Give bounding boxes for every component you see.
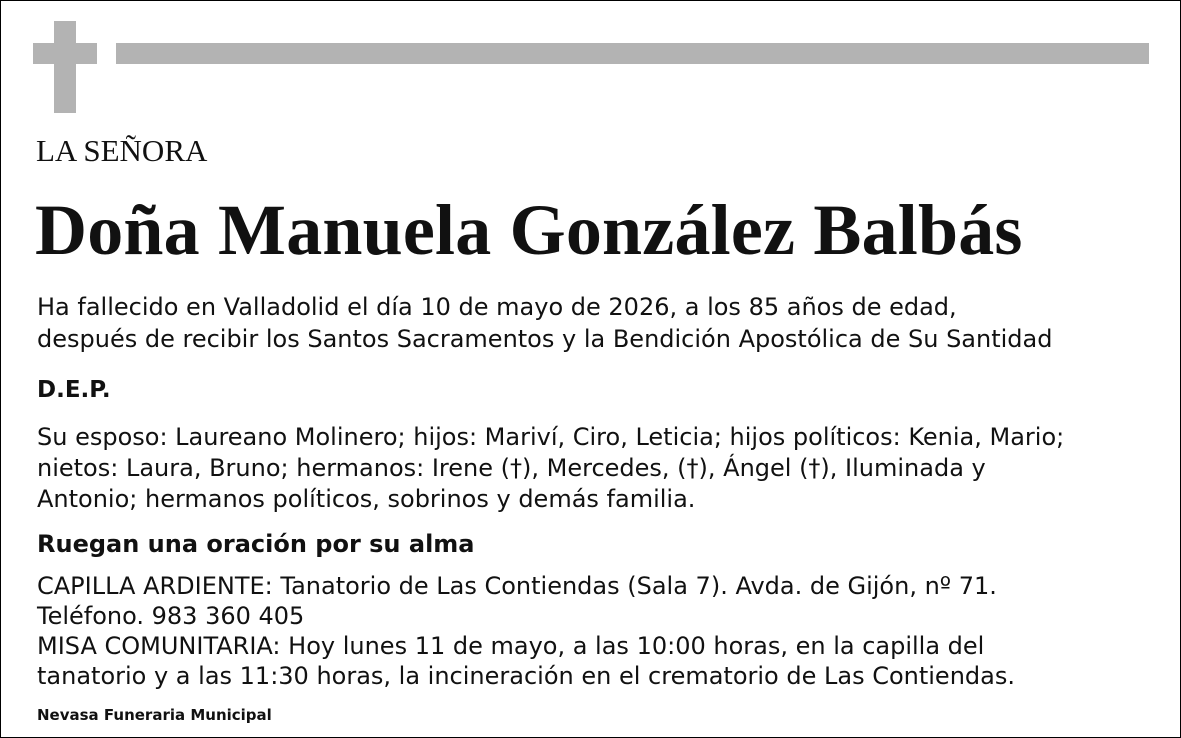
family-list bbox=[37, 422, 1147, 515]
cross-horizontal bbox=[33, 43, 97, 64]
honorific: LA SEÑORA bbox=[36, 133, 208, 168]
announcement-line: después de recibir los Santos Sacramentos y la Bendición Apostólica de Su Santidad bbox=[37, 325, 1053, 353]
family-line: nietos: Laura, Bruno; hermanos: Irene (†), Mercedes, (†), Ángel (†), Iluminada y bbox=[37, 454, 986, 482]
details-line: Teléfono. 983 360 405 bbox=[37, 602, 305, 630]
family-line: Antonio; hermanos políticos, sobrinos y demás familia. bbox=[37, 485, 696, 513]
announcement-line: Ha fallecido en Valladolid el día 10 de mayo de 2026, a los 85 años de edad, bbox=[37, 293, 957, 321]
cross-icon bbox=[33, 21, 97, 113]
death-announcement bbox=[37, 291, 1052, 355]
service-details bbox=[37, 571, 1015, 691]
family-line: Su esposo: Laureano Molinero; hijos: Mariví, Ciro, Leticia; hijos políticos: Kenia, Mario; bbox=[37, 423, 1065, 451]
details-line: CAPILLA ARDIENTE: Tanatorio de Las Contiendas (Sala 7). Avda. de Gijón, nº 71. bbox=[37, 572, 997, 600]
header-bar bbox=[116, 43, 1149, 64]
details-line: MISA COMUNITARIA: Hoy lunes 11 de mayo, a las 10:00 horas, en la capilla del bbox=[37, 632, 985, 660]
deceased-name: Doña Manuela González Balbás bbox=[35, 190, 1023, 270]
cross-vertical bbox=[54, 21, 76, 113]
funeral-home-name: Nevasa Funeraria Municipal bbox=[37, 706, 272, 724]
rip-text: D.E.P. bbox=[37, 377, 111, 403]
details-line: tanatorio y a las 11:30 horas, la incineración en el crematorio de Las Contiendas. bbox=[37, 662, 1015, 690]
prayer-request: Ruegan una oración por su alma bbox=[37, 530, 475, 558]
